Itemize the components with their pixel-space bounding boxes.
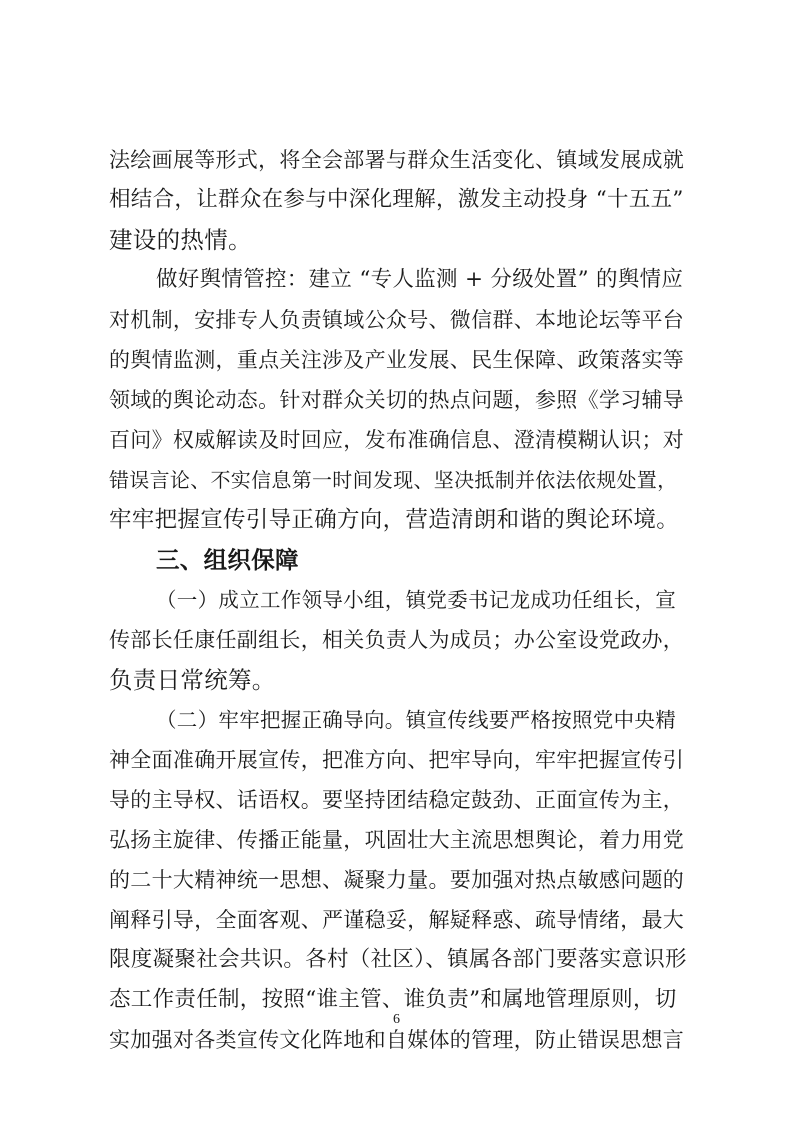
text-line: 的舆情监测，重点关注涉及产业发展、民生保障、政策落实等 bbox=[109, 348, 685, 372]
document-body bbox=[109, 140, 687, 1060]
text-line: 做好舆情管控：建立 “专人监测 + 分级处置” 的舆情应 bbox=[156, 267, 684, 292]
paragraph-public-opinion bbox=[109, 260, 687, 540]
paragraph-continuation bbox=[109, 140, 687, 260]
heading-text: 三、组织保障 bbox=[156, 546, 299, 574]
text-line: 百问》权威解读及时回应，发布准确信息、澄清模糊认识；对 bbox=[109, 428, 685, 452]
text-line: 态工作责任制，按照“谁主管、谁负责”和属地管理原则，切 bbox=[109, 987, 677, 1012]
text-line: 错误言论、不实信息第一时间发现、坚决抵制并依法依规处置， bbox=[109, 468, 678, 492]
text-line: 的二十大精神统一思想、凝聚力量。要加强对热点敏感问题的 bbox=[109, 868, 685, 892]
text-line: 实加强对各类宣传文化阵地和自媒体的管理，防止错误思想言 bbox=[109, 1028, 685, 1052]
text-line: 领域的舆论动态。针对群众关切的热点问题，参照《学习辅导 bbox=[109, 388, 685, 412]
page-number: 6 bbox=[393, 1012, 400, 1027]
text-line: 导的主导权、话语权。要坚持团结稳定鼓劲、正面宣传为主， bbox=[109, 788, 685, 812]
text-line: 相结合，让群众在参与中深化理解，激发主动投身 “十五五” bbox=[109, 187, 684, 212]
section-heading bbox=[109, 540, 687, 580]
text-line: 牢牢把握宣传引导正确方向，营造清朗和谐的舆论环境。 bbox=[109, 507, 680, 533]
text-line: （二）牢牢把握正确导向。镇宣传线要严格按照党中央精 bbox=[156, 708, 676, 732]
paragraph-leadership-group bbox=[109, 580, 687, 700]
text-line: 法绘画展等形式，将全会部署与群众生活变化、镇域发展成就 bbox=[109, 148, 685, 172]
text-line: 建设的热情。 bbox=[109, 226, 252, 254]
text-line: 传部长任康任副组长，相关负责人为成员；办公室设党政办， bbox=[109, 628, 685, 652]
text-line: 限度凝聚社会共识。各村（社区）、镇属各部门要落实意识形 bbox=[109, 947, 687, 972]
text-line: 负责日常统筹。 bbox=[109, 666, 276, 694]
text-line: 神全面准确开展宣传，把准方向、把牢导向，牢牢把握宣传引 bbox=[109, 748, 685, 772]
text-line: 对机制，安排专人负责镇域公众号、微信群、本地论坛等平台 bbox=[109, 308, 685, 332]
text-line: 阐释引导，全面客观、严谨稳妥，解疑释惑、疏导情绪，最大 bbox=[109, 908, 685, 932]
paragraph-correct-orientation bbox=[109, 700, 687, 1060]
text-line: （一）成立工作领导小组，镇党委书记龙成功任组长，宣 bbox=[156, 588, 676, 612]
text-line: 弘扬主旋律、传播正能量，巩固壮大主流思想舆论，着力用党 bbox=[109, 828, 685, 852]
